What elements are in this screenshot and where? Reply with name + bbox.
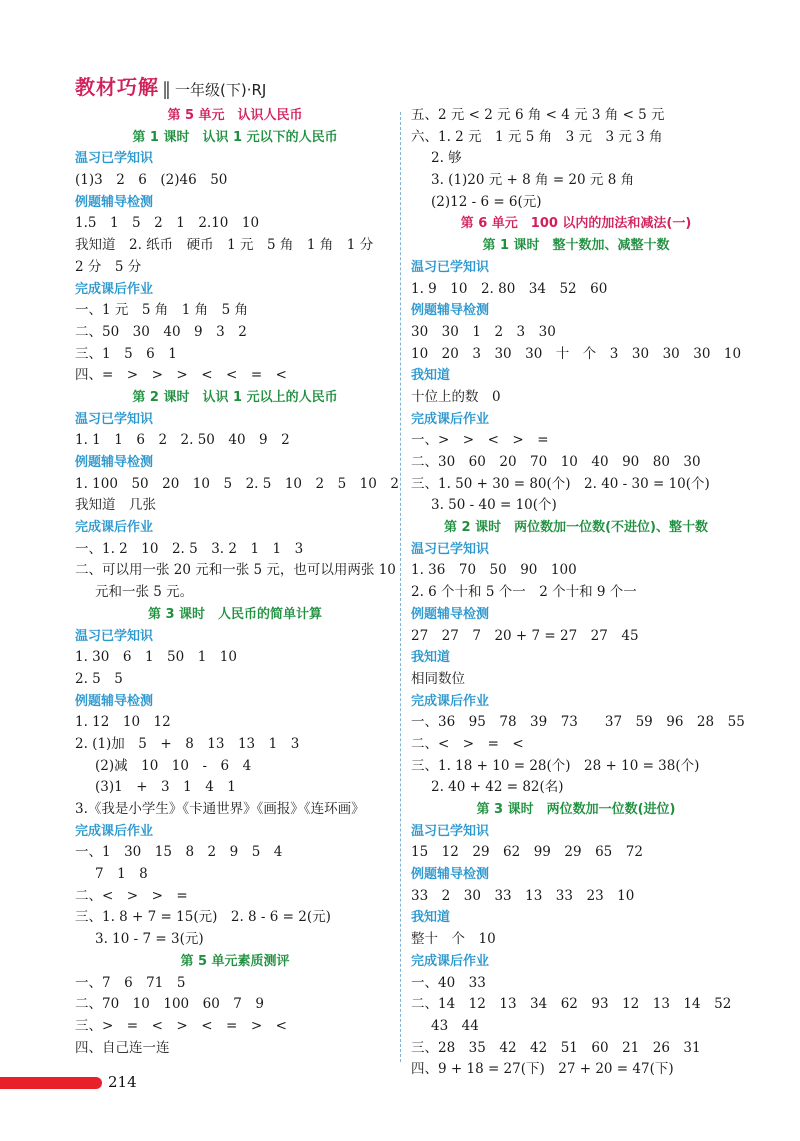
answer-line: 一、1. 2 10 2. 5 3. 2 1 1 3 <box>75 540 304 557</box>
header-separator: ‖ <box>162 79 171 100</box>
section-heading: 完成课后作业 <box>411 953 490 969</box>
answer-line: 一、36 95 78 39 73 37 59 96 28 55 <box>411 714 745 731</box>
section-heading: 温习已学知识 <box>75 151 154 167</box>
answer-line: 二、14 12 13 34 62 93 12 13 14 52 <box>411 996 732 1013</box>
answer-line: 43 44 <box>431 1017 479 1034</box>
answer-line: 二、50 30 40 9 3 2 <box>75 323 247 340</box>
answer-line: 2. 6 个十和 5 个一 2 个十和 9 个一 <box>411 584 637 601</box>
answer-line: 30 30 1 2 3 30 <box>411 323 556 340</box>
answer-line: 二、< > = < <box>411 735 524 752</box>
answer-line: 三、> = < > < = > < <box>75 1017 287 1034</box>
section-heading: 例题辅导检测 <box>411 303 490 319</box>
answer-line: 元和一张 5 元。 <box>95 584 194 601</box>
answer-line: 三、1 5 6 1 <box>75 345 177 362</box>
answer-line: 二、< > > = <box>75 887 188 904</box>
lesson-title: 第 3 课时 人民币的简单计算 <box>147 606 323 622</box>
answer-line: 四、自己连一连 <box>75 1039 170 1056</box>
answer-line: 三、1. 18 + 10 = 28(个) 28 + 10 = 38(个) <box>411 757 700 774</box>
answer-line: 1. 30 6 1 50 1 10 <box>75 649 237 666</box>
lesson-title: 第 2 课时 两位数加一位数(不进位)、整十数 <box>444 520 708 536</box>
section-heading: 我知道 <box>411 368 451 384</box>
answer-line: 7 1 8 <box>95 866 148 883</box>
answer-line: 三、1. 50 + 30 = 80(个) 2. 40 - 30 = 10(个) <box>411 475 710 492</box>
section-heading: 例题辅导检测 <box>411 867 490 883</box>
book-grade: 一年级(下)·RJ <box>175 81 267 99</box>
section-heading: 我知道 <box>411 650 451 666</box>
answer-line: 10 20 3 30 30 十 个 3 30 30 30 10 <box>411 345 742 362</box>
answer-line: 3.《我是小学生》《卡通世界》《画报》《连环画》 <box>75 801 365 817</box>
book-header <box>75 72 266 100</box>
unit-title: 第 5 单元 认识人民币 <box>167 108 303 123</box>
answer-line: 2. 40 + 42 = 82(名) <box>431 779 564 796</box>
section-heading: 我知道 <box>411 910 451 926</box>
section-heading: 完成课后作业 <box>75 520 154 536</box>
answer-line: (1)3 2 6 (2)46 50 <box>75 172 228 189</box>
answer-line: 1. 9 10 2. 80 34 52 60 <box>411 280 608 297</box>
section-heading: 例题辅导检测 <box>411 606 490 622</box>
answer-line: 十位上的数 0 <box>411 388 501 405</box>
section-heading: 例题辅导检测 <box>75 194 154 210</box>
answer-line: 三、1. 8 + 7 = 15(元) 2. 8 - 6 = 2(元) <box>75 909 331 926</box>
unit-title: 第 6 单元 100 以内的加法和减法(一) <box>460 216 692 232</box>
answer-line: 二、70 10 100 60 7 9 <box>75 996 264 1013</box>
answer-line: 二、可以用一张 20 元和一张 5 元，也可以用两张 10 <box>75 562 396 579</box>
answer-line: 1. 12 10 12 <box>75 714 171 731</box>
answer-line: 2. 5 5 <box>75 670 123 687</box>
answer-line: 整十 个 10 <box>411 931 496 948</box>
answer-line: 15 12 29 62 99 29 65 72 <box>411 844 643 861</box>
answer-line: 我知道 几张 <box>75 497 156 514</box>
section-heading: 例题辅导检测 <box>75 693 154 709</box>
section-heading: 完成课后作业 <box>75 823 154 839</box>
section-heading: 温习已学知识 <box>411 823 490 839</box>
answer-line: 一、7 6 71 5 <box>75 974 186 991</box>
answer-line: 2. 够 <box>431 150 462 167</box>
right-column <box>411 105 745 1081</box>
book-brand: 教材巧解 <box>75 75 159 99</box>
answer-line: 三、28 35 42 42 51 60 21 26 31 <box>411 1039 701 1056</box>
lesson-title: 第 2 课时 认识 1 元以上的人民币 <box>132 389 338 405</box>
answer-line: 2 分 5 分 <box>75 258 142 275</box>
answer-line: 3. 50 - 40 = 10(个) <box>431 497 557 514</box>
section-heading: 完成课后作业 <box>411 411 490 427</box>
answer-line: 相同数位 <box>411 670 465 687</box>
section-heading: 温习已学知识 <box>75 628 154 644</box>
footer-accent-bar <box>0 1077 102 1089</box>
answer-line: 五、2 元 < 2 元 6 角 < 4 元 3 角 < 5 元 <box>411 107 665 123</box>
answer-line: 1. 1 1 6 2 2. 50 40 9 2 <box>75 432 290 449</box>
section-heading: 例题辅导检测 <box>75 455 154 470</box>
answer-line: 1.5 1 5 2 1 2.10 10 <box>75 215 260 232</box>
answer-line: 一、1 元 5 角 1 角 5 角 <box>75 302 249 319</box>
answer-line: 3. (1)20 元 + 8 角 = 20 元 8 角 <box>431 172 635 189</box>
answer-line: 二、30 60 20 70 10 40 90 80 30 <box>411 454 701 470</box>
lesson-title: 第 3 课时 两位数加一位数(进位) <box>476 802 676 817</box>
page-number: 214 <box>108 1073 137 1091</box>
answer-line: 3. 10 - 7 = 3(元) <box>95 931 204 948</box>
section-heading: 温习已学知识 <box>75 411 154 427</box>
left-column <box>75 105 399 1059</box>
answer-line: 33 2 30 33 13 33 23 10 <box>411 887 635 904</box>
answer-line: 六、1. 2 元 1 元 5 角 3 元 3 元 3 角 <box>411 128 663 145</box>
lesson-title: 第 1 课时 认识 1 元以下的人民币 <box>132 129 338 145</box>
column-divider <box>400 112 401 1062</box>
answer-line: 四、9 + 18 = 27(下) 27 + 20 = 47(下) <box>411 1061 674 1078</box>
section-heading: 完成课后作业 <box>75 281 154 297</box>
section-heading: 温习已学知识 <box>411 259 490 275</box>
answer-line: 1. 100 50 20 10 5 2. 5 10 2 5 10 2 <box>75 475 399 492</box>
answer-line: 2. (1)加 5 + 8 13 13 1 3 <box>75 735 300 752</box>
answer-line: 一、> > < > = <box>411 432 549 449</box>
lesson-title: 第 1 课时 整十数加、减整十数 <box>482 238 670 254</box>
answer-line: 一、1 30 15 8 2 9 5 4 <box>75 844 283 861</box>
answer-line: 27 27 7 20 + 7 = 27 27 45 <box>411 627 639 644</box>
answer-line: 一、40 33 <box>411 974 486 991</box>
answer-line: (2)12 - 6 = 6(元) <box>431 193 542 210</box>
answer-line: 1. 36 70 50 90 100 <box>411 562 577 579</box>
answer-line: 我知道 2. 纸币 硬币 1 元 5 角 1 角 1 分 <box>75 237 374 254</box>
answer-line: 四、= > > > < < = < <box>75 367 287 384</box>
lesson-title: 第 5 单元素质测评 <box>180 953 290 969</box>
answer-line: (3)1 + 3 1 4 1 <box>95 779 236 796</box>
section-heading: 温习已学知识 <box>411 541 490 557</box>
section-heading: 完成课后作业 <box>411 693 490 709</box>
answer-line: (2)减 10 10 - 6 4 <box>95 757 252 774</box>
